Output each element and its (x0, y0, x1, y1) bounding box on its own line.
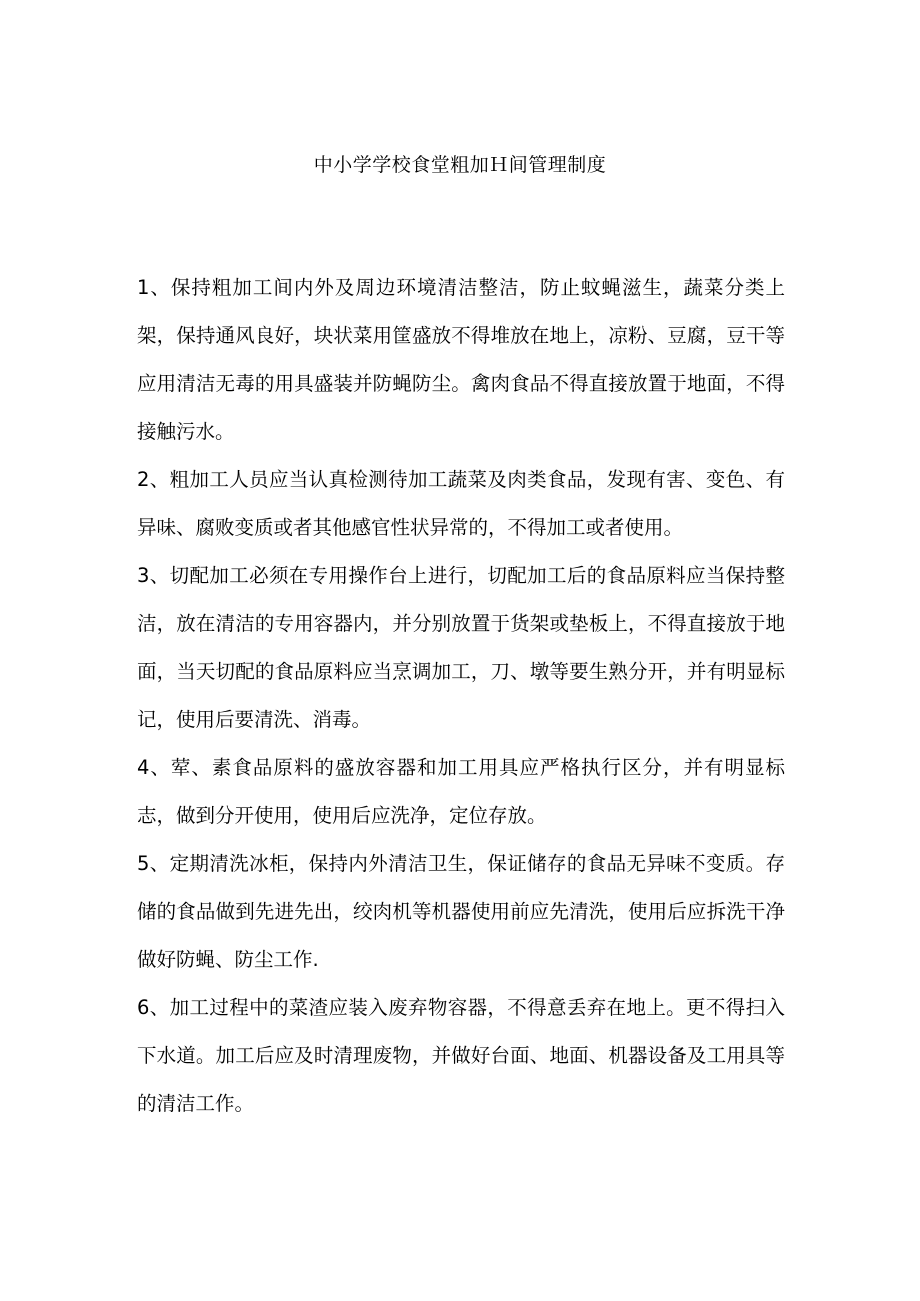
document-title: 中小学学校食堂粗加Ｈ间管理制度 (313, 154, 607, 176)
document-body (137, 264, 785, 1128)
paragraph-4: 4、荤、素食品原料的盛放容器和加工用具应严格执行区分，并有明显标志，做到分开使用，使用后应洗净，定位存放。 (137, 756, 785, 827)
paragraph-1: 1、保持粗加工间内外及周边环境清洁整洁，防止蚊蝇滋生，蔬菜分类上架，保持通风良好，块状菜用筐盛放不得堆放在地上，凉粉、豆腐，豆干等应用清洁无毒的用具盛装并防蝇防尘。禽肉食品不得直接放置于地面，不得接触污水。 (137, 276, 785, 443)
paragraph-5: 5、定期清洗冰柜，保持内外清洁卫生，保证储存的食品无异味不变质。存储的食品做到先进先出，绞肉机等机器使用前应先清洗，使用后应拆洗干净做好防蝇、防尘工作. (137, 852, 785, 971)
paragraph-6: 6、加工过程中的菜渣应装入废弃物容器，不得意丢弃在地上。更不得扫入下水道。加工后应及时清理废物，并做好台面、地面、机器设备及工用具等的清洁工作。 (137, 996, 785, 1115)
paragraph-3: 3、切配加工必须在专用操作台上进行，切配加工后的食品原料应当保持整洁，放在清洁的专用容器内，并分别放置于货架或垫板上，不得直接放于地面，当天切配的食品原料应当烹调加工，刀、墩等要生熟分开，并有明显标记，使用后要清洗、消毒。 (137, 564, 785, 731)
paragraph-2: 2、粗加工人员应当认真检测待加工蔬菜及肉类食品，发现有害、变色、有异味、腐败变质或者其他感官性状异常的，不得加工或者使用。 (137, 468, 785, 539)
